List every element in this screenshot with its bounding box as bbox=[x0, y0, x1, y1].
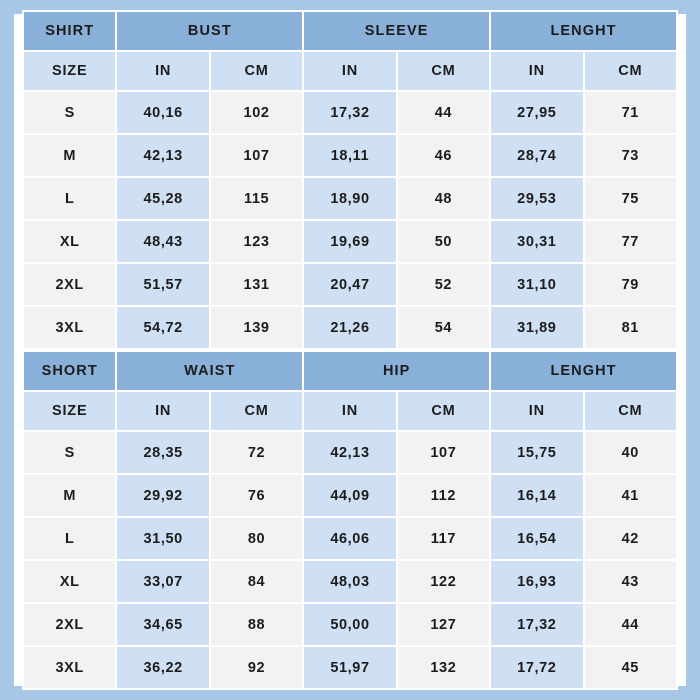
short-hip-cm: 122 bbox=[397, 560, 490, 603]
shirt-subheader-lenght-cm: CM bbox=[584, 51, 677, 91]
short-category-label: SHORT bbox=[23, 351, 116, 391]
short-waist-in: 34,65 bbox=[116, 603, 209, 646]
shirt-subheader-bust-in: IN bbox=[116, 51, 209, 91]
short-lenght-cm: 44 bbox=[584, 603, 677, 646]
table-row bbox=[23, 646, 677, 689]
table-row bbox=[23, 177, 677, 220]
size-chart-sheet bbox=[14, 14, 686, 686]
short-lenght-cm: 43 bbox=[584, 560, 677, 603]
short-hip-in: 51,97 bbox=[303, 646, 396, 689]
shirt-sleeve-in: 20,47 bbox=[303, 263, 396, 306]
table-row bbox=[23, 474, 677, 517]
shirt-lenght-cm: 73 bbox=[584, 134, 677, 177]
short-band-row bbox=[23, 351, 677, 391]
shirt-subheader-size: SIZE bbox=[23, 51, 116, 91]
short-subheader-waist-in: IN bbox=[116, 391, 209, 431]
shirt-sleeve-cm: 52 bbox=[397, 263, 490, 306]
shirt-sleeve-in: 19,69 bbox=[303, 220, 396, 263]
table-row bbox=[23, 431, 677, 474]
short-subheader-hip-in: IN bbox=[303, 391, 396, 431]
shirt-lenght-in: 27,95 bbox=[490, 91, 583, 134]
short-waist-in: 29,92 bbox=[116, 474, 209, 517]
shirt-bust-in: 42,13 bbox=[116, 134, 209, 177]
short-waist-in: 31,50 bbox=[116, 517, 209, 560]
short-row-size: L bbox=[23, 517, 116, 560]
shirt-row-size: 2XL bbox=[23, 263, 116, 306]
shirt-category-label: SHIRT bbox=[23, 11, 116, 51]
short-lenght-cm: 41 bbox=[584, 474, 677, 517]
shirt-group-bust: BUST bbox=[116, 11, 303, 51]
short-subheader-lenght-cm: CM bbox=[584, 391, 677, 431]
short-waist-in: 36,22 bbox=[116, 646, 209, 689]
short-lenght-in: 16,93 bbox=[490, 560, 583, 603]
short-size-table bbox=[22, 350, 678, 690]
table-row bbox=[23, 560, 677, 603]
short-row-size: 2XL bbox=[23, 603, 116, 646]
short-waist-cm: 72 bbox=[210, 431, 303, 474]
shirt-sleeve-cm: 46 bbox=[397, 134, 490, 177]
shirt-sleeve-cm: 54 bbox=[397, 306, 490, 349]
shirt-sleeve-in: 21,26 bbox=[303, 306, 396, 349]
short-row-size: 3XL bbox=[23, 646, 116, 689]
shirt-subheader-row bbox=[23, 51, 677, 91]
table-row bbox=[23, 306, 677, 349]
shirt-subheader-sleeve-in: IN bbox=[303, 51, 396, 91]
short-hip-in: 42,13 bbox=[303, 431, 396, 474]
shirt-row-size: L bbox=[23, 177, 116, 220]
shirt-row-size: 3XL bbox=[23, 306, 116, 349]
shirt-subheader-lenght-in: IN bbox=[490, 51, 583, 91]
short-lenght-in: 17,72 bbox=[490, 646, 583, 689]
table-row bbox=[23, 220, 677, 263]
shirt-bust-in: 51,57 bbox=[116, 263, 209, 306]
shirt-group-lenght: LENGHT bbox=[490, 11, 677, 51]
short-lenght-in: 16,54 bbox=[490, 517, 583, 560]
short-hip-cm: 107 bbox=[397, 431, 490, 474]
short-waist-cm: 80 bbox=[210, 517, 303, 560]
shirt-bust-cm: 107 bbox=[210, 134, 303, 177]
shirt-bust-cm: 139 bbox=[210, 306, 303, 349]
table-row bbox=[23, 517, 677, 560]
short-waist-in: 28,35 bbox=[116, 431, 209, 474]
short-row-size: S bbox=[23, 431, 116, 474]
shirt-lenght-in: 30,31 bbox=[490, 220, 583, 263]
short-lenght-cm: 45 bbox=[584, 646, 677, 689]
short-group-lenght: LENGHT bbox=[490, 351, 677, 391]
shirt-lenght-cm: 75 bbox=[584, 177, 677, 220]
short-hip-in: 50,00 bbox=[303, 603, 396, 646]
short-hip-in: 46,06 bbox=[303, 517, 396, 560]
shirt-bust-cm: 102 bbox=[210, 91, 303, 134]
short-hip-cm: 132 bbox=[397, 646, 490, 689]
shirt-bust-in: 40,16 bbox=[116, 91, 209, 134]
short-hip-cm: 112 bbox=[397, 474, 490, 517]
table-row bbox=[23, 134, 677, 177]
short-row-size: M bbox=[23, 474, 116, 517]
shirt-lenght-in: 31,10 bbox=[490, 263, 583, 306]
short-lenght-in: 16,14 bbox=[490, 474, 583, 517]
shirt-lenght-in: 31,89 bbox=[490, 306, 583, 349]
shirt-sleeve-in: 18,90 bbox=[303, 177, 396, 220]
shirt-lenght-in: 29,53 bbox=[490, 177, 583, 220]
shirt-row-size: XL bbox=[23, 220, 116, 263]
short-waist-in: 33,07 bbox=[116, 560, 209, 603]
shirt-lenght-cm: 79 bbox=[584, 263, 677, 306]
shirt-sleeve-in: 18,11 bbox=[303, 134, 396, 177]
short-hip-cm: 117 bbox=[397, 517, 490, 560]
shirt-row-size: S bbox=[23, 91, 116, 134]
short-subheader-hip-cm: CM bbox=[397, 391, 490, 431]
short-waist-cm: 84 bbox=[210, 560, 303, 603]
shirt-row-size: M bbox=[23, 134, 116, 177]
shirt-lenght-in: 28,74 bbox=[490, 134, 583, 177]
short-waist-cm: 88 bbox=[210, 603, 303, 646]
short-hip-cm: 127 bbox=[397, 603, 490, 646]
shirt-bust-in: 54,72 bbox=[116, 306, 209, 349]
short-row-size: XL bbox=[23, 560, 116, 603]
short-hip-in: 44,09 bbox=[303, 474, 396, 517]
shirt-bust-cm: 131 bbox=[210, 263, 303, 306]
table-row bbox=[23, 91, 677, 134]
shirt-lenght-cm: 77 bbox=[584, 220, 677, 263]
short-lenght-cm: 40 bbox=[584, 431, 677, 474]
short-subheader-lenght-in: IN bbox=[490, 391, 583, 431]
short-group-hip: HIP bbox=[303, 351, 490, 391]
short-waist-cm: 92 bbox=[210, 646, 303, 689]
shirt-bust-cm: 115 bbox=[210, 177, 303, 220]
shirt-subheader-sleeve-cm: CM bbox=[397, 51, 490, 91]
short-waist-cm: 76 bbox=[210, 474, 303, 517]
short-subheader-row bbox=[23, 391, 677, 431]
table-row bbox=[23, 603, 677, 646]
shirt-subheader-bust-cm: CM bbox=[210, 51, 303, 91]
shirt-bust-in: 48,43 bbox=[116, 220, 209, 263]
short-subheader-waist-cm: CM bbox=[210, 391, 303, 431]
short-hip-in: 48,03 bbox=[303, 560, 396, 603]
shirt-bust-cm: 123 bbox=[210, 220, 303, 263]
shirt-sleeve-cm: 50 bbox=[397, 220, 490, 263]
short-lenght-in: 15,75 bbox=[490, 431, 583, 474]
shirt-lenght-cm: 71 bbox=[584, 91, 677, 134]
short-lenght-cm: 42 bbox=[584, 517, 677, 560]
shirt-band-row bbox=[23, 11, 677, 51]
shirt-lenght-cm: 81 bbox=[584, 306, 677, 349]
short-group-waist: WAIST bbox=[116, 351, 303, 391]
shirt-size-table bbox=[22, 10, 678, 350]
shirt-group-sleeve: SLEEVE bbox=[303, 11, 490, 51]
short-subheader-size: SIZE bbox=[23, 391, 116, 431]
shirt-sleeve-cm: 48 bbox=[397, 177, 490, 220]
shirt-sleeve-in: 17,32 bbox=[303, 91, 396, 134]
shirt-bust-in: 45,28 bbox=[116, 177, 209, 220]
shirt-sleeve-cm: 44 bbox=[397, 91, 490, 134]
short-lenght-in: 17,32 bbox=[490, 603, 583, 646]
table-row bbox=[23, 263, 677, 306]
